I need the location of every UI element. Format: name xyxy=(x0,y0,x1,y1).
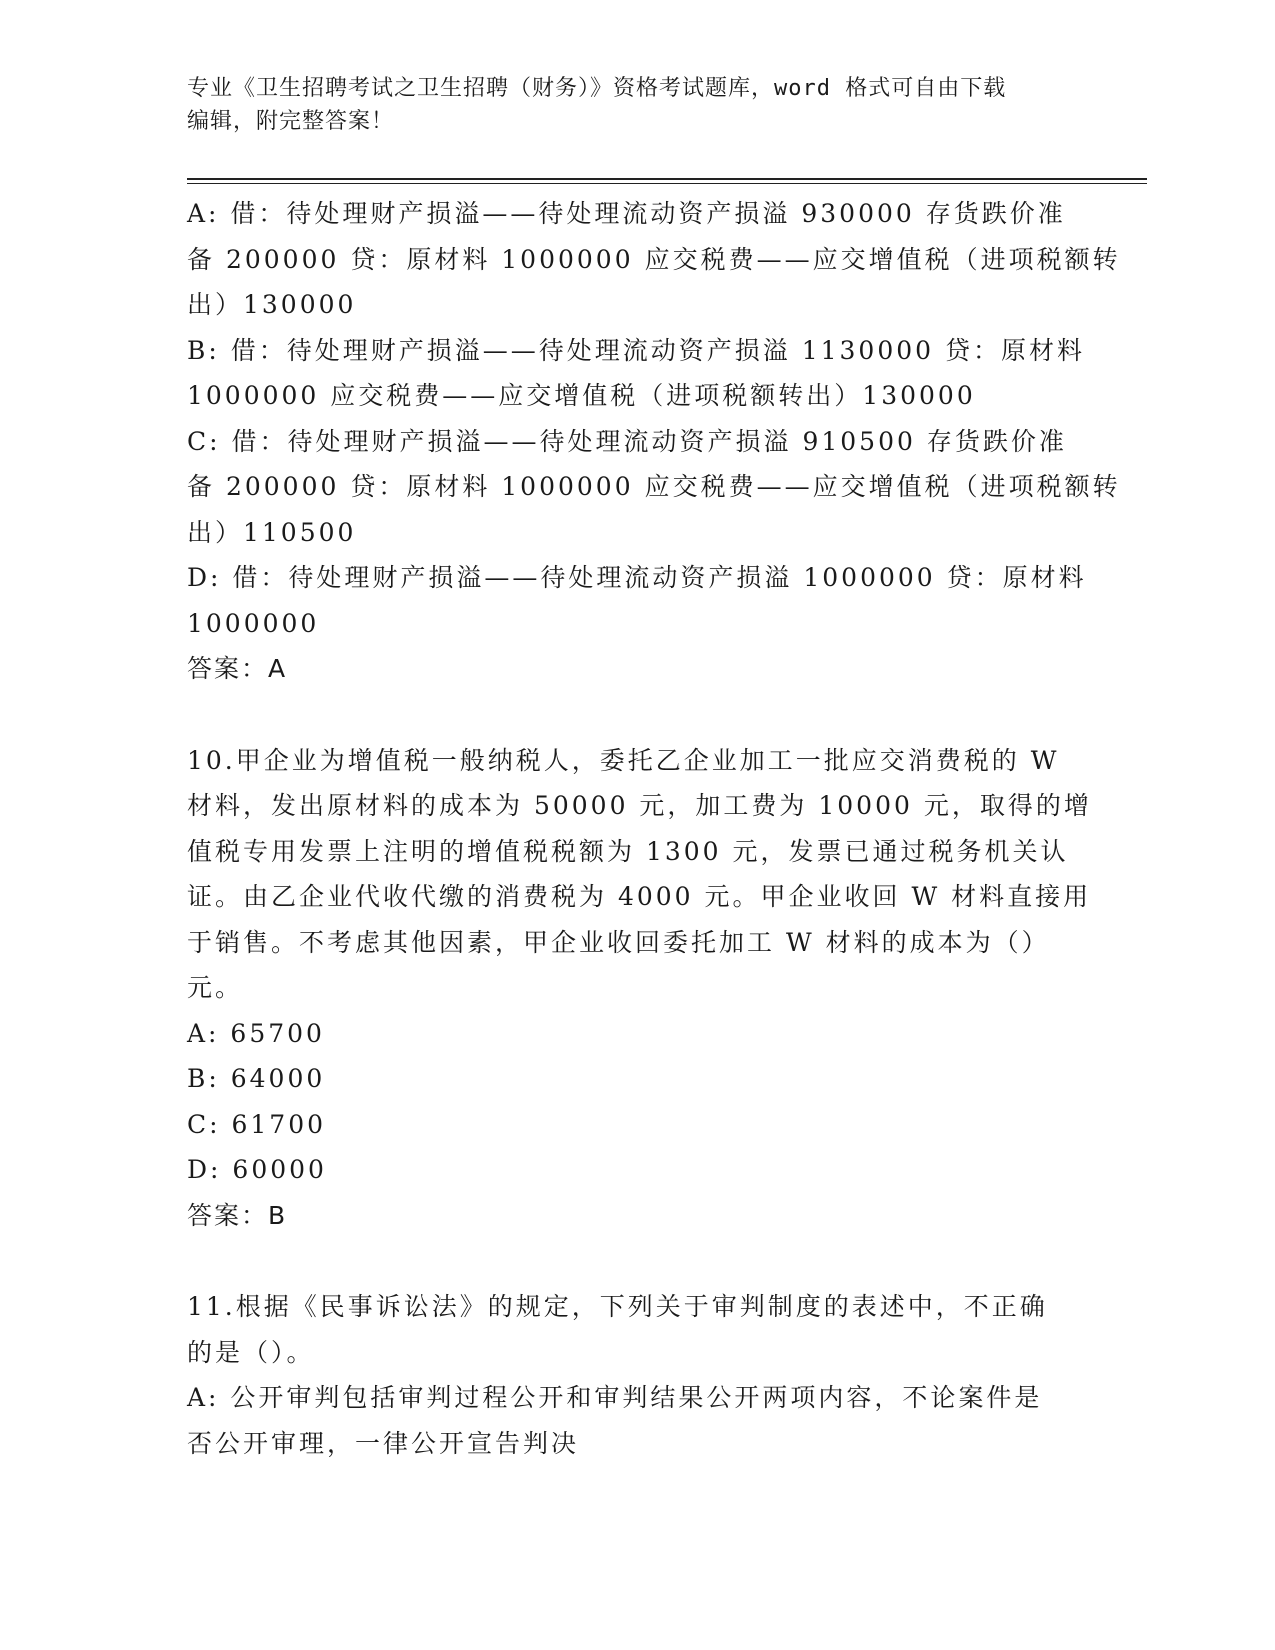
text-line: 备 200000 贷：原材料 1000000 应交税费——应交增值税（进项税额转 xyxy=(187,472,1121,501)
q11-option-a xyxy=(187,1375,1067,1466)
text-line: 元。 xyxy=(187,973,244,1002)
text-line: 1000000 xyxy=(187,608,320,638)
q10-option-a: A: 65700 xyxy=(187,1018,325,1048)
text-line: 10.甲企业为增值税一般纳税人，委托乙企业加工一批应交消费税的 W xyxy=(187,745,1060,775)
q9-answer: 答案：A xyxy=(187,654,288,683)
q10-stem xyxy=(187,738,1092,1011)
q9-option-b xyxy=(187,328,1085,419)
text-line: D: 借：待处理财产损溢——待处理流动资产损溢 1000000 贷：原材料 xyxy=(187,563,1087,592)
text-line: 值税专用发票上注明的增值税税额为 1300 元，发票已通过税务机关认 xyxy=(187,836,1069,866)
q10-option-b: B: 64000 xyxy=(187,1064,326,1093)
spacer xyxy=(187,1238,1067,1284)
text-line: 1000000 应交税费——应交增值税（进项税额转出）130000 xyxy=(187,381,976,410)
text-line: A: 公开审判包括审判过程公开和审判结果公开两项内容，不论案件是 xyxy=(187,1383,1043,1412)
text-line: 的是（）。 xyxy=(187,1337,315,1367)
q11-stem xyxy=(187,1284,1067,1375)
text-line: 备 200000 贷：原材料 1000000 应交税费——应交增值税（进项税额转 xyxy=(187,244,1121,274)
text-line: 出）110500 xyxy=(187,517,357,547)
q10-answer: 答案：B xyxy=(187,1200,288,1230)
q9-option-c xyxy=(187,419,1121,556)
text-line: 11.根据《民事诉讼法》的规定，下列关于审判制度的表述中，不正确 xyxy=(187,1292,1048,1321)
text-line: 于销售。不考虑其他因素，甲企业收回委托加工 W 材料的成本为（） xyxy=(187,927,1050,957)
text-line: B: 借：待处理财产损溢——待处理流动资产损溢 1130000 贷：原材料 xyxy=(187,335,1085,365)
header-line-2: 编辑，附完整答案！ xyxy=(187,109,395,134)
question-11 xyxy=(187,1284,1067,1466)
q10-option-d: D: 60000 xyxy=(187,1155,327,1184)
q9-option-a xyxy=(187,191,1121,328)
text-line: 证。由乙企业代收代缴的消费税为 4000 元。甲企业收回 W 材料直接用 xyxy=(187,882,1092,911)
spacer xyxy=(187,692,1067,738)
document-body xyxy=(187,191,1121,1466)
question-10 xyxy=(187,738,1092,1239)
header-rule-thin xyxy=(187,183,1147,184)
document-header xyxy=(187,72,1067,138)
text-line: 材料，发出原材料的成本为 50000 元，加工费为 10000 元，取得的增 xyxy=(187,791,1092,820)
header-rule-thick xyxy=(187,178,1147,180)
text-line: C: 借：待处理财产损溢——待处理流动资产损溢 910500 存货跌价准 xyxy=(187,426,1067,456)
text-line: A: 借：待处理财产损溢——待处理流动资产损溢 930000 存货跌价准 xyxy=(187,199,1066,228)
text-line: 否公开审理，一律公开宣告判决 xyxy=(187,1428,580,1458)
q10-option-c: C: 61700 xyxy=(187,1109,327,1139)
question-9 xyxy=(187,191,1121,692)
header-line-1: 专业《卫生招聘考试之卫生招聘（财务）》资格考试题库，word 格式可自由下载 xyxy=(187,76,1007,101)
text-line: 出）130000 xyxy=(187,290,357,319)
q9-option-d xyxy=(187,555,1087,646)
